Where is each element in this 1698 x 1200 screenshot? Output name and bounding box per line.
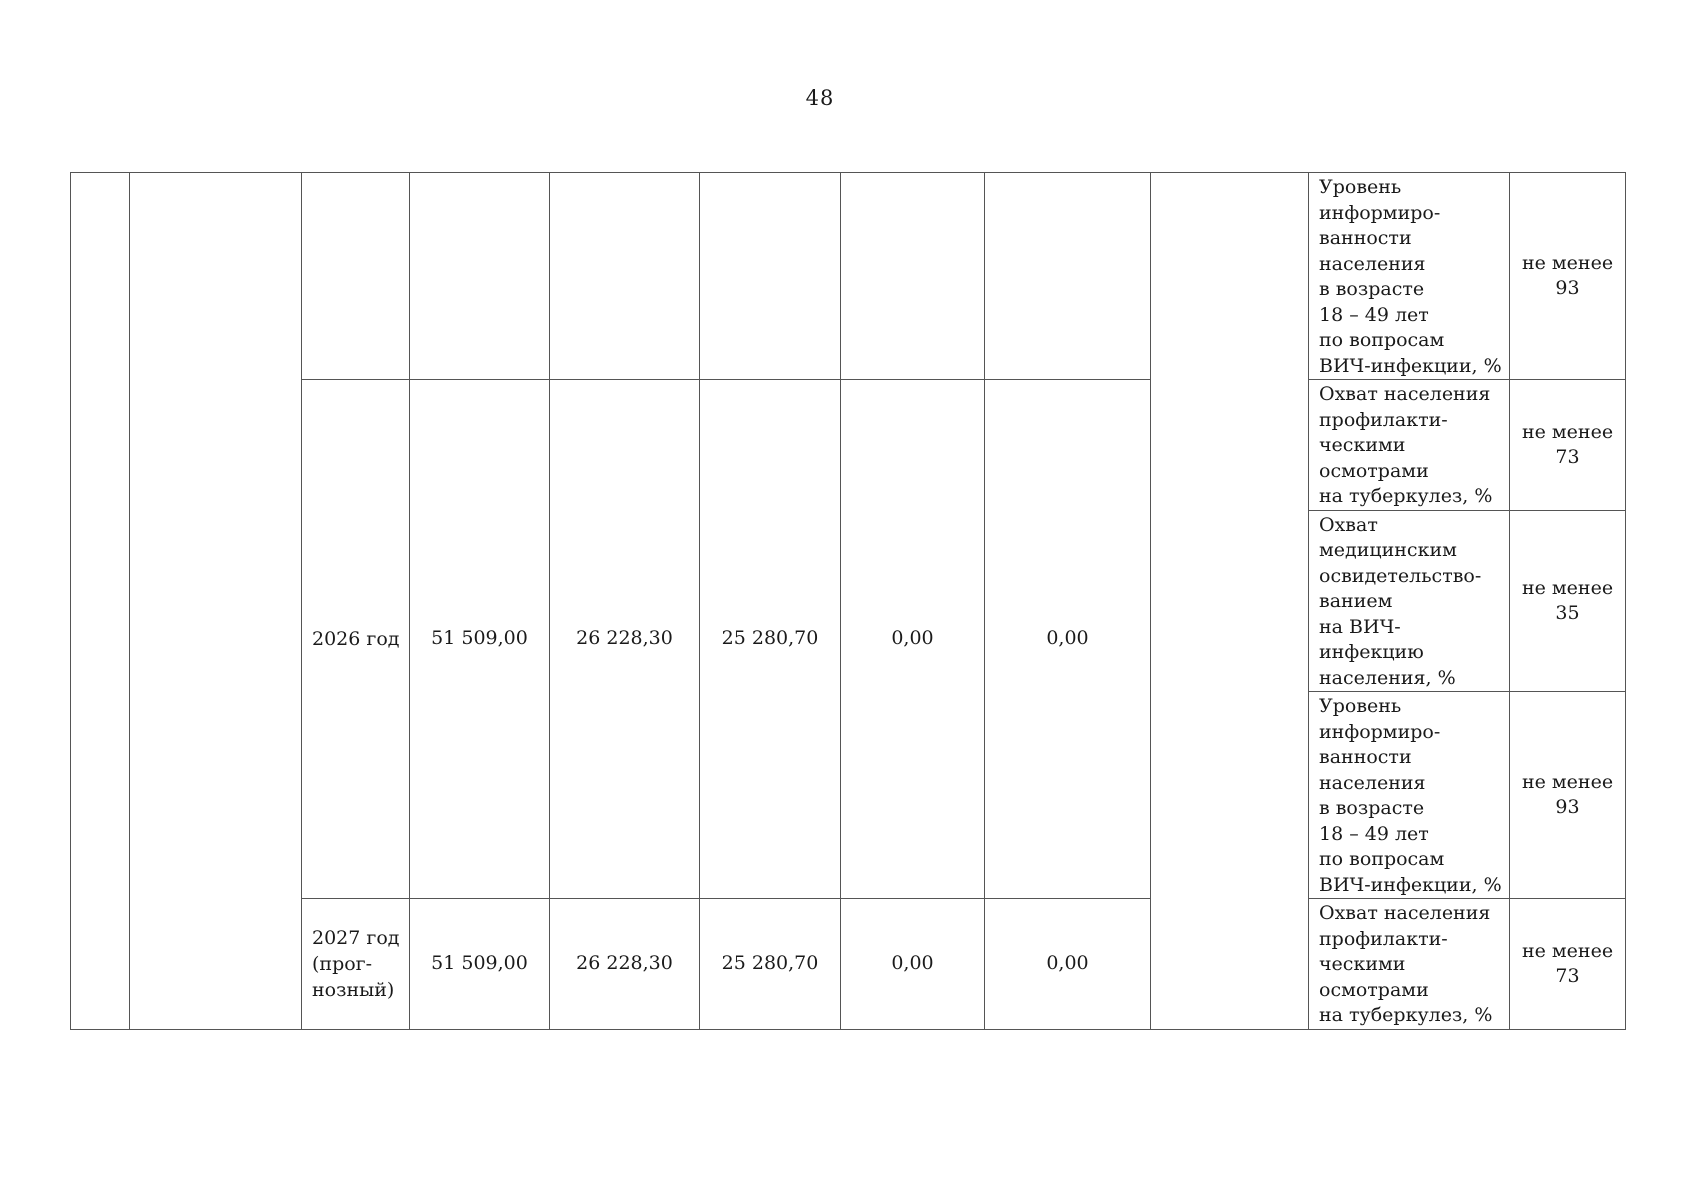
indicator-line: ванности (1319, 227, 1412, 249)
indicator-line: населения (1319, 771, 1426, 794)
regional-budget-cell (700, 173, 841, 380)
year-label: нозный) (312, 978, 395, 1001)
indicator-line: Охват населения (1319, 383, 1491, 405)
year-cell (302, 173, 410, 380)
indicator-line: медицинским (1319, 539, 1457, 561)
target-line: 35 (1555, 601, 1580, 624)
page-number: 48 (805, 86, 835, 110)
target-value-cell (1510, 380, 1626, 511)
indicator-line: информиро- (1319, 720, 1441, 743)
indicator-line: населения, % (1319, 666, 1456, 689)
target-value-cell (1510, 173, 1626, 380)
indicator-line: профилакти- (1319, 408, 1448, 431)
indicator-line: ванности (1319, 746, 1412, 768)
indicator-line: 18 – 49 лет (1319, 303, 1429, 326)
indicator-line: информиро- (1319, 201, 1441, 224)
indicator-line: Охват (1319, 513, 1378, 536)
target-line: 93 (1555, 277, 1580, 299)
table-row (71, 173, 1626, 380)
indicator-line: 18 – 49 лет (1319, 822, 1429, 845)
local-budget-cell: 0,00 (841, 380, 985, 899)
indicator-line: ческими (1319, 434, 1406, 456)
year-label: 2026 год (312, 628, 400, 650)
year-label: 2027 год (312, 926, 400, 949)
target-line: 93 (1555, 796, 1580, 818)
table-row (71, 899, 1626, 1030)
indicator-line: ванием (1319, 590, 1393, 612)
indicator-line: Уровень (1319, 695, 1402, 717)
regional-budget-cell: 25 280,70 (700, 899, 841, 1030)
other-sources-cell: 0,00 (985, 899, 1151, 1030)
local-budget-cell (841, 173, 985, 380)
year-cell (302, 899, 410, 1030)
local-budget-cell: 0,00 (841, 899, 985, 1030)
indicator-line: по вопросам (1319, 329, 1445, 351)
indicator-line: Охват населения (1319, 902, 1491, 924)
target-line: не менее (1521, 252, 1614, 274)
indicator-name-cell (1309, 899, 1510, 1030)
other-sources-cell (985, 173, 1151, 380)
target-line: 73 (1555, 445, 1580, 468)
year-cell (302, 380, 410, 899)
indicator-line: по вопросам (1319, 848, 1445, 870)
total-cell: 51 509,00 (410, 899, 550, 1030)
indicator-line: населения (1319, 252, 1426, 275)
table-row (71, 380, 1626, 511)
number-cell (71, 173, 130, 1030)
indicator-line: на туберкулез, % (1319, 1004, 1493, 1026)
target-value-cell (1510, 510, 1626, 692)
indicator-line: на ВИЧ- (1319, 615, 1401, 638)
indicator-line: на туберкулез, % (1319, 485, 1493, 507)
target-line: не менее (1521, 771, 1614, 793)
funding-table (70, 172, 1626, 1030)
target-line: не менее (1521, 576, 1614, 599)
target-value-cell (1510, 899, 1626, 1030)
indicator-line: ВИЧ-инфекции, % (1319, 873, 1502, 896)
total-cell: 51 509,00 (410, 380, 550, 899)
federal-budget-cell: 26 228,30 (550, 899, 700, 1030)
total-cell (410, 173, 550, 380)
indicator-line: ческими (1319, 953, 1406, 975)
target-value-cell (1510, 692, 1626, 899)
indicator-line: ВИЧ-инфекции, % (1319, 354, 1502, 377)
indicator-name-cell (1309, 173, 1510, 380)
indicator-name-cell (1309, 380, 1510, 511)
indicator-line: инфекцию (1319, 641, 1424, 663)
target-line: не менее (1521, 939, 1614, 962)
measure-name-cell (130, 173, 302, 1030)
other-sources-cell: 0,00 (985, 380, 1151, 899)
indicator-name-cell (1309, 510, 1510, 692)
executor-cell (1151, 173, 1309, 1030)
indicator-line: осмотрами (1319, 978, 1429, 1001)
indicator-name-cell (1309, 692, 1510, 899)
federal-budget-cell: 26 228,30 (550, 380, 700, 899)
indicator-line: Уровень (1319, 176, 1402, 198)
target-line: не менее (1521, 420, 1614, 443)
indicator-line: осмотрами (1319, 459, 1429, 482)
federal-budget-cell (550, 173, 700, 380)
indicator-line: в возрасте (1319, 278, 1425, 300)
target-line: 73 (1555, 964, 1580, 987)
indicator-line: освидетельство- (1319, 564, 1482, 587)
indicator-line: в возрасте (1319, 797, 1425, 819)
indicator-line: профилакти- (1319, 927, 1448, 950)
year-label: (прог- (312, 952, 373, 975)
regional-budget-cell: 25 280,70 (700, 380, 841, 899)
